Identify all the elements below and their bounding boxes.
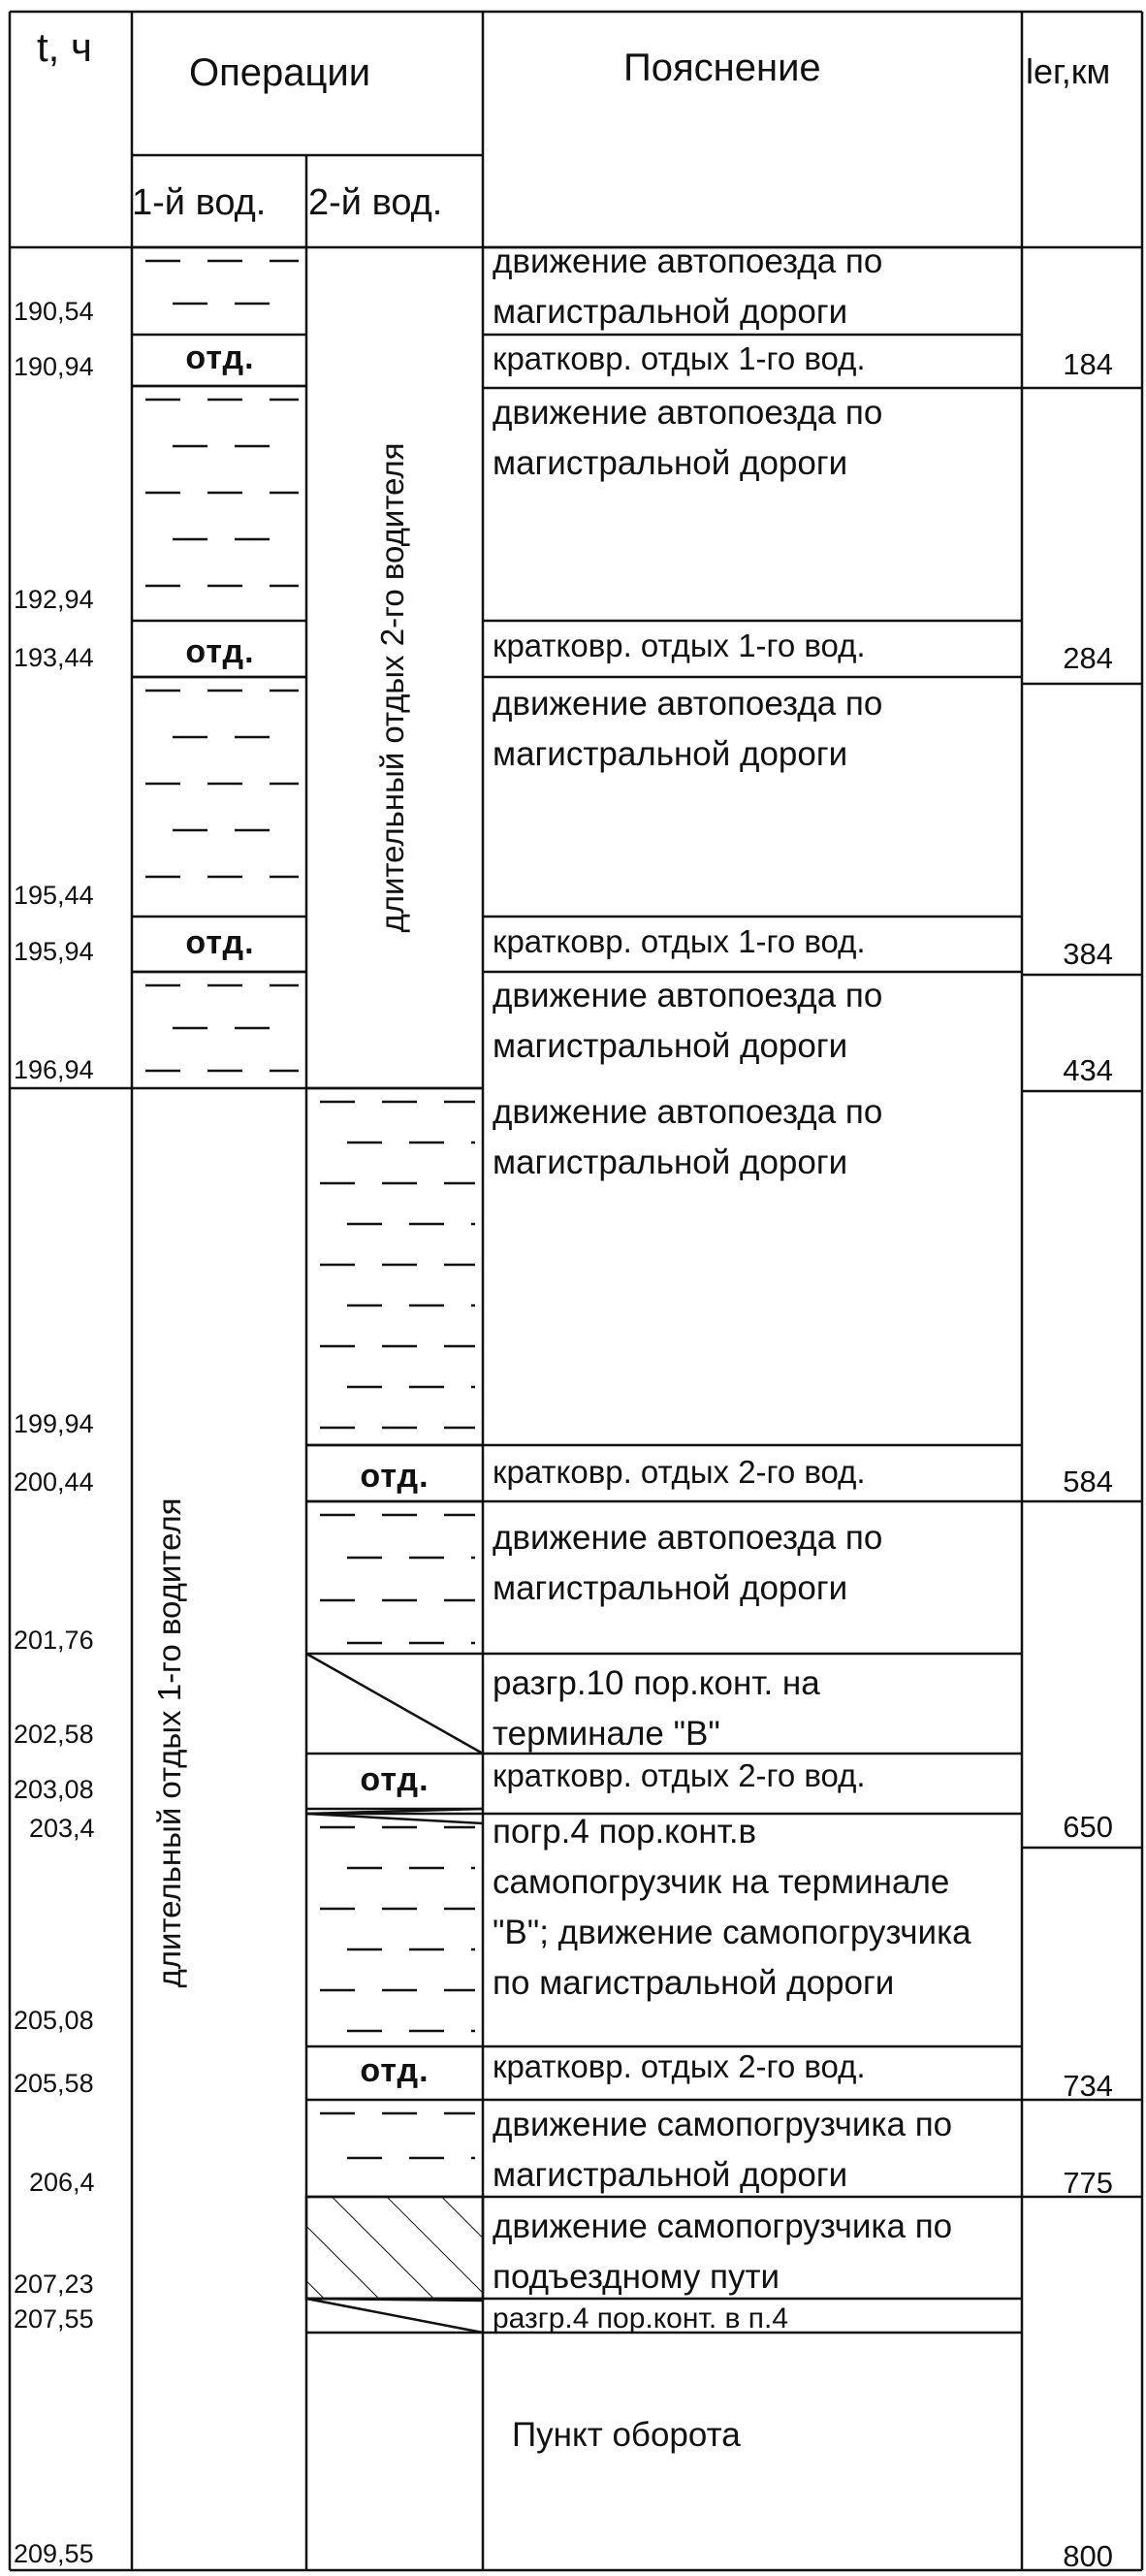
time-label: 196,94 bbox=[14, 1055, 94, 1084]
explanation-cell: движение автопоезда по магистральной дороги bbox=[493, 242, 883, 331]
driving-dash-pattern bbox=[145, 261, 475, 2158]
rest-cell-3: отд. bbox=[185, 924, 255, 961]
distance-value: 800 bbox=[1063, 2539, 1113, 2573]
time-label: 192,94 bbox=[14, 585, 94, 614]
long-rest-driver1: длительный отдых 1-го водителя bbox=[151, 1497, 187, 1988]
rest-cell-6: отд. bbox=[360, 2052, 430, 2089]
explanation-cell: движение автопоезда по магистральной дороги bbox=[493, 1519, 883, 1607]
distance-value: 650 bbox=[1063, 1810, 1113, 1844]
time-label: 209,55 bbox=[14, 2539, 94, 2568]
header-operations: Операции bbox=[189, 51, 371, 94]
time-label: 195,94 bbox=[14, 937, 94, 966]
rest-cell-5: отд. bbox=[360, 1761, 430, 1798]
explanation-cell: кратковр. отдых 1-го вод. bbox=[493, 340, 866, 376]
time-label: 203,08 bbox=[14, 1775, 94, 1804]
header-driver2: 2-й вод. bbox=[308, 182, 443, 223]
time-label: 199,94 bbox=[14, 1409, 94, 1438]
rest-cell-4: отд. bbox=[360, 1458, 430, 1495]
distance-value: 775 bbox=[1063, 2166, 1113, 2200]
time-label: 206,4 bbox=[29, 2168, 95, 2197]
distance-value: 734 bbox=[1063, 2069, 1113, 2103]
explanation-cell: Пункт оборота bbox=[512, 2416, 741, 2454]
explanation-cell: кратковр. отдых 1-го вод. bbox=[493, 923, 866, 959]
time-label: 207,55 bbox=[14, 2304, 94, 2334]
explanation-cell: разгр.10 пор.конт. на терминале "В" bbox=[493, 1664, 820, 1753]
time-label: 207,23 bbox=[14, 2270, 94, 2299]
time-label: 202,58 bbox=[14, 1720, 94, 1749]
explanation-cell: движение автопоезда по магистральной дороги bbox=[493, 394, 883, 482]
explanation-cell: движение автопоезда по магистральной дороги bbox=[493, 1093, 883, 1181]
explanation-cell: кратковр. отдых 1-го вод. bbox=[493, 628, 866, 663]
explanation-cell: кратковр. отдых 2-го вод. bbox=[493, 1454, 866, 1490]
rest-cell-1: отд. bbox=[185, 339, 255, 376]
explanation-cell: кратковр. отдых 2-го вод. bbox=[493, 1757, 866, 1793]
distance-value: 434 bbox=[1063, 1053, 1113, 1087]
time-label: 193,44 bbox=[14, 643, 94, 672]
header-explanation: Пояснение bbox=[623, 47, 821, 89]
distance-value: 384 bbox=[1063, 937, 1113, 971]
time-label: 201,76 bbox=[14, 1626, 94, 1655]
distance-value: 284 bbox=[1063, 641, 1113, 675]
header-driver1: 1-й вод. bbox=[132, 182, 267, 223]
explanation-cell: движение самопогрузчика по магистральной дороги bbox=[493, 2106, 953, 2194]
header-time: t, ч bbox=[37, 24, 92, 70]
time-label: 190,94 bbox=[14, 352, 94, 381]
time-label: 190,54 bbox=[14, 297, 94, 326]
explanation-cell: движение самопогрузчика по подъездному пути bbox=[493, 2207, 953, 2296]
time-label: 205,58 bbox=[14, 2069, 94, 2098]
explanation-cell: движение автопоезда по магистральной дороги bbox=[493, 977, 883, 1065]
long-rest-driver2: длительный отдых 2-го водителя bbox=[374, 442, 410, 933]
explanation-cell: погр.4 пор.конт.в самопогрузчик на терминале "В"; движение самопогрузчика по магистральной дороги bbox=[493, 1813, 971, 2002]
explanation-cell: кратковр. отдых 2-го вод. bbox=[493, 2048, 866, 2084]
time-label: 203,4 bbox=[29, 1814, 95, 1843]
header-distance: lег,км bbox=[1026, 51, 1111, 91]
rest-cell-2: отд. bbox=[185, 633, 255, 670]
time-label: 205,08 bbox=[14, 2006, 94, 2035]
distance-value: 184 bbox=[1063, 347, 1113, 381]
explanation-cell: разгр.4 пор.конт. в п.4 bbox=[493, 2302, 789, 2334]
explanation-cell: движение автопоезда по магистральной дороги bbox=[493, 685, 883, 773]
distance-value: 584 bbox=[1063, 1465, 1113, 1498]
time-label: 200,44 bbox=[14, 1467, 94, 1497]
time-label: 195,44 bbox=[14, 881, 94, 910]
